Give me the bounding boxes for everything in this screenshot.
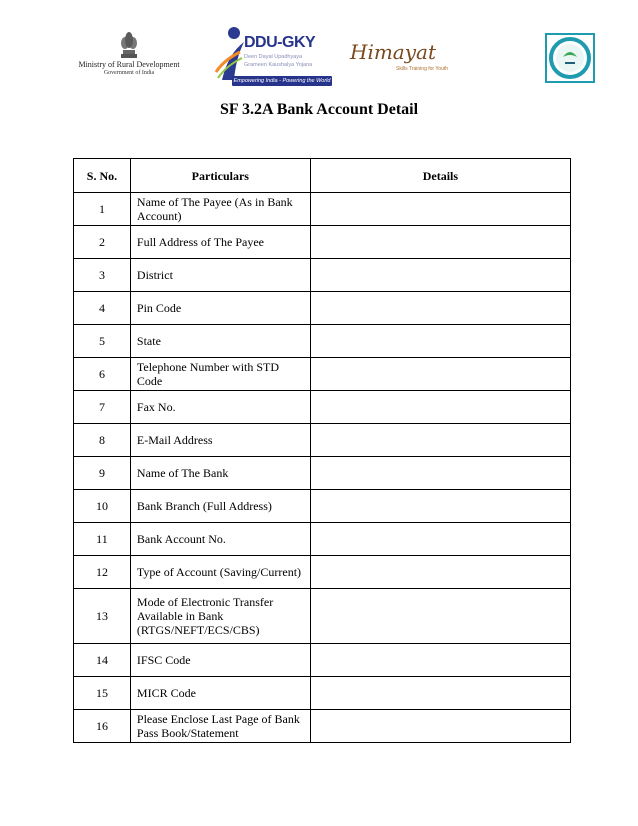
row-details-cell[interactable] — [310, 644, 570, 677]
row-number: 9 — [74, 457, 131, 490]
column-header-particulars: Particulars — [130, 159, 310, 193]
national-emblem-icon — [118, 30, 140, 60]
row-details-cell[interactable] — [310, 677, 570, 710]
row-details-cell[interactable] — [310, 523, 570, 556]
ddu-gky-subtitle-2: Grameen Kaushalya Yojana — [244, 62, 313, 68]
row-details-cell[interactable] — [310, 226, 570, 259]
row-number: 8 — [74, 424, 131, 457]
row-particular: MICR Code — [130, 677, 310, 710]
row-particular: Bank Account No. — [130, 523, 310, 556]
table-row — [74, 710, 571, 743]
ddu-gky-logo — [214, 24, 332, 92]
ddu-gky-subtitle-1: Deen Dayal Upadhyaya — [244, 54, 303, 60]
skills-badge-logo — [545, 33, 595, 83]
row-particular: Type of Account (Saving/Current) — [130, 556, 310, 589]
table-row — [74, 292, 571, 325]
row-number: 5 — [74, 325, 131, 358]
row-number: 6 — [74, 358, 131, 391]
row-details-cell[interactable] — [310, 556, 570, 589]
table-header-row — [74, 159, 571, 193]
row-particular: State — [130, 325, 310, 358]
table-row — [74, 193, 571, 226]
table-row — [74, 644, 571, 677]
table-row — [74, 391, 571, 424]
himayat-logo — [350, 38, 450, 82]
ddu-gky-title: DDU-GKY — [244, 34, 316, 51]
row-details-cell[interactable] — [310, 424, 570, 457]
ddu-gky-tagline: Empowering India - Powering the World — [233, 78, 331, 84]
table-row — [74, 259, 571, 292]
row-number: 3 — [74, 259, 131, 292]
row-number: 13 — [74, 589, 131, 644]
row-particular: Please Enclose Last Page of Bank Pass Book/Statement — [130, 710, 310, 743]
mord-name: Ministry of Rural Development — [78, 60, 180, 69]
row-details-cell[interactable] — [310, 292, 570, 325]
row-number: 7 — [74, 391, 131, 424]
row-particular: Full Address of The Payee — [130, 226, 310, 259]
mord-government: Government of India — [103, 70, 155, 76]
table-row — [74, 490, 571, 523]
skills-badge-icon — [545, 33, 595, 83]
row-details-cell[interactable] — [310, 259, 570, 292]
row-details-cell[interactable] — [310, 710, 570, 743]
row-particular: Fax No. — [130, 391, 310, 424]
row-particular: Pin Code — [130, 292, 310, 325]
row-details-cell[interactable] — [310, 358, 570, 391]
table-row — [74, 358, 571, 391]
row-details-cell[interactable] — [310, 391, 570, 424]
row-number: 14 — [74, 644, 131, 677]
row-particular: Telephone Number with STD Code — [130, 358, 310, 391]
row-number: 11 — [74, 523, 131, 556]
row-number: 16 — [74, 710, 131, 743]
row-number: 2 — [74, 226, 131, 259]
row-particular: Name of The Bank — [130, 457, 310, 490]
row-number: 10 — [74, 490, 131, 523]
row-number: 15 — [74, 677, 131, 710]
row-details-cell[interactable] — [310, 490, 570, 523]
row-particular: Mode of Electronic Transfer Available in Bank (RTGS/NEFT/ECS/CBS) — [130, 589, 310, 644]
row-number: 12 — [74, 556, 131, 589]
himayat-subtitle: Skills Training for Youth — [396, 66, 448, 72]
table-row — [74, 424, 571, 457]
table-row — [74, 677, 571, 710]
table-row — [74, 325, 571, 358]
row-details-cell[interactable] — [310, 193, 570, 226]
row-details-cell[interactable] — [310, 325, 570, 358]
row-particular: E-Mail Address — [130, 424, 310, 457]
table-row — [74, 226, 571, 259]
table-row — [74, 589, 571, 644]
column-header-sno: S. No. — [74, 159, 131, 193]
row-particular: IFSC Code — [130, 644, 310, 677]
row-details-cell[interactable] — [310, 589, 570, 644]
row-particular: Name of The Payee (As in Bank Account) — [130, 193, 310, 226]
row-details-cell[interactable] — [310, 457, 570, 490]
bank-account-table — [73, 158, 571, 743]
table-row — [74, 523, 571, 556]
row-particular: Bank Branch (Full Address) — [130, 490, 310, 523]
mord-logo — [70, 30, 188, 94]
himayat-title: Himayat — [350, 40, 436, 64]
row-particular: District — [130, 259, 310, 292]
document-title: SF 3.2A Bank Account Detail — [219, 101, 419, 118]
table-row — [74, 556, 571, 589]
table-row — [74, 457, 571, 490]
row-number: 4 — [74, 292, 131, 325]
column-header-details: Details — [310, 159, 570, 193]
row-number: 1 — [74, 193, 131, 226]
